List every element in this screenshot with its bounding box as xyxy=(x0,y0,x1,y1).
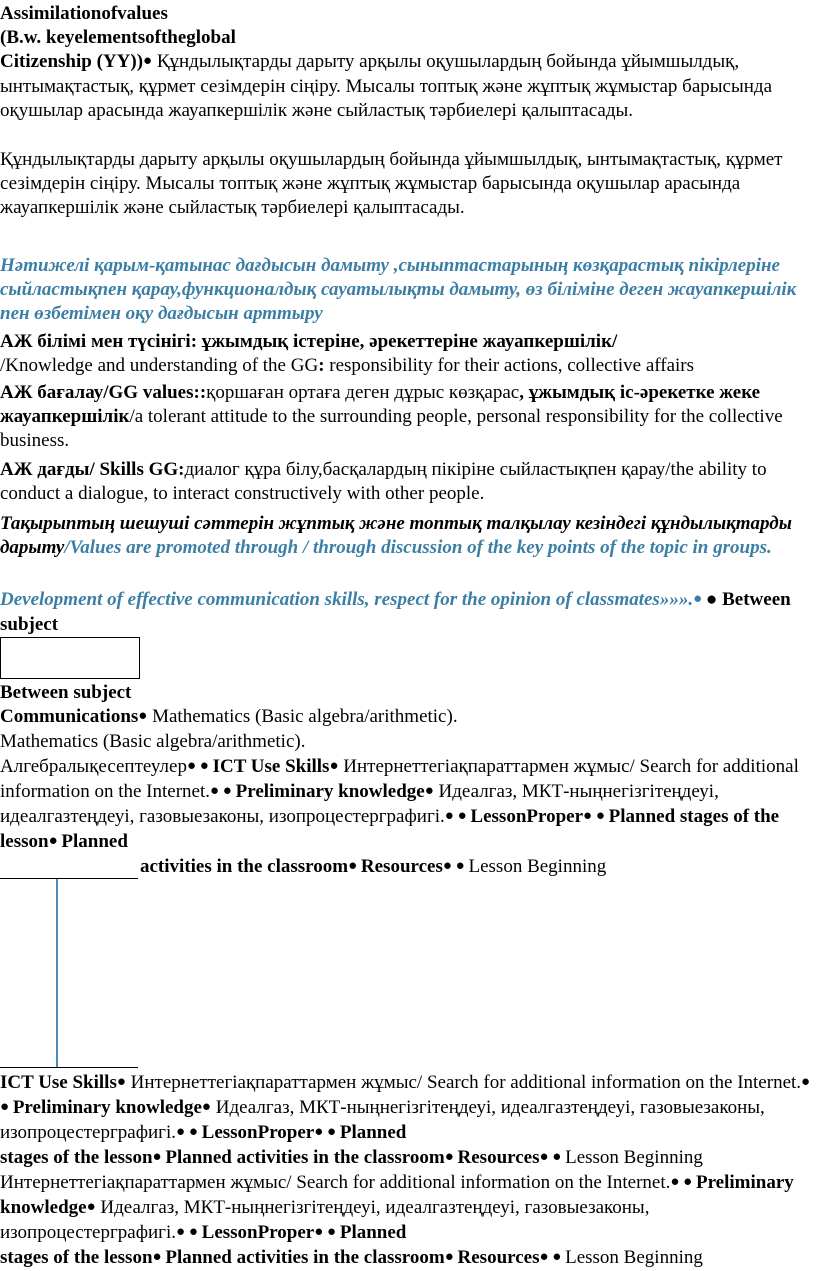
planned-label: Planned xyxy=(339,1222,407,1243)
development-en: Development of effective communication skills, respect for the opinion of classmates»»». xyxy=(0,589,694,610)
skills-desc: диалог құра білу,басқалардың пікіріне сыйластықпен қарау/the ability to conduct a dialogue, to interact constructively with other people. xyxy=(0,459,767,504)
header-block xyxy=(0,2,812,123)
planned-stages-label: stages of the lesson xyxy=(0,1147,153,1168)
prelim-label: Preliminary knowledge xyxy=(0,1172,794,1218)
bullet-icon: ● ● xyxy=(442,858,469,874)
communications-text: Mathematics (Basic algebra/arithmetic). xyxy=(147,706,458,727)
bullet-icon: ● xyxy=(152,1149,166,1165)
header-line-3 xyxy=(0,50,812,123)
bullet-icon: ● ● xyxy=(186,758,213,774)
header-line-2: (B.w. keyelementsoftheglobal xyxy=(0,27,236,48)
communications-label: Communications xyxy=(0,706,139,727)
tail-text xyxy=(0,1171,812,1271)
bullet-icon: ● xyxy=(116,1074,126,1090)
communications-line xyxy=(0,705,812,730)
bullet-icon: ● xyxy=(152,1249,166,1265)
planned-activities-label: Planned activities in the classroom xyxy=(165,1247,445,1268)
discussion-text xyxy=(0,512,812,560)
bullet-icon: ● ● xyxy=(210,783,236,799)
prelim-desc: Идеалгаз, МКТ-ныңнегізгітеңдеуі, идеалгазтеңдеуі, газовыезаконы, изопроцестерграфигі. xyxy=(0,1097,765,1143)
knowledge-en: /Knowledge and understanding of the GG xyxy=(0,355,319,376)
ict-desc: Интернеттегіақпараттармен жұмыс/ Search for additional information on the Internet. xyxy=(125,1072,802,1093)
values-paragraph-repeat xyxy=(0,148,812,220)
resources-label: Resources xyxy=(457,1247,540,1268)
skills-text xyxy=(0,458,812,506)
skills-block xyxy=(0,458,812,506)
discussion-block xyxy=(0,512,812,560)
resources-label: Resources xyxy=(360,856,443,877)
prelim-desc: Идеалгаз, МКТ-ныңнегізгітеңдеуі, идеалгазтеңдеуі, газовыезаконы, изопроцестерграфигі. xyxy=(0,1197,650,1243)
development-text xyxy=(0,588,812,637)
discussion-kz: Тақырыптың шешуші сәттерін жұптық және топтық талқылау кезіндегі құндылықтарды дарыту xyxy=(0,513,792,558)
bullet-icon: ● xyxy=(201,1099,211,1115)
bullet-icon: ● xyxy=(693,591,706,607)
knowledge-en-rest: responsibility for their actions, collective affairs xyxy=(324,355,695,376)
bullet-icon: ● ● xyxy=(314,1224,340,1240)
bullet-icon: ● ● xyxy=(314,1124,340,1140)
citizenship-label: Citizenship (YY)) xyxy=(0,51,144,72)
lesson-label: LessonProper xyxy=(201,1222,315,1243)
lesson-label: LessonProper xyxy=(201,1122,315,1143)
bullet-icon: ● ● xyxy=(176,1124,202,1140)
bullet-icon: ● xyxy=(424,783,434,799)
discussion-en: /Values are promoted through / through discussion of the key points of the topic in groups. xyxy=(64,537,772,558)
knowledge-text xyxy=(0,330,812,378)
result-text: Нәтижелі қарым-қатынас дағдысын дамыту ,сыныптастарының көзқарастық пікірлеріне сыйластықпен қарау,функционалдық сауатылықты дамыту, өз біліміне деген жауапкершілік пен өзбетімен оқу дағдысын арттыру xyxy=(0,255,797,324)
bullet-icon: ● xyxy=(329,758,339,774)
knowledge-colon: : xyxy=(318,355,325,376)
ict-label: ICT Use Skills xyxy=(212,756,330,777)
skills-label: АЖ дағды/ Skills GG: xyxy=(0,459,185,480)
knowledge-label: АЖ білімі мен түсінігі: ұжымдық істеріне, әрекеттеріне жауапкершілік/ xyxy=(0,331,618,352)
assessment-kz-bold: , ұжымдық іс-әрекетке жеке жауапкершілік xyxy=(0,382,761,427)
algebra-text xyxy=(0,755,812,855)
table-rule-top xyxy=(0,878,138,879)
result-block xyxy=(0,254,812,326)
planned-activities-label: Planned activities in the classroom xyxy=(165,1147,445,1168)
prelim-label: Preliminary knowledge xyxy=(12,1097,202,1118)
algebra-block xyxy=(0,755,812,880)
ict-desc: Интернеттегіақпараттармен жұмыс/ Search for additional information on the Internet. xyxy=(0,1172,671,1193)
empty-table-cell xyxy=(0,637,140,679)
bullet-icon: ● ● xyxy=(176,1224,202,1240)
bullet-icon: ● ● xyxy=(670,1174,696,1190)
knowledge-block xyxy=(0,330,812,378)
lesson-beginning-label: Lesson Beginning xyxy=(565,1247,703,1268)
bullet-icon: ● xyxy=(444,1149,458,1165)
bullet-icon: ● xyxy=(143,53,153,69)
bullet-icon: ● xyxy=(86,1199,96,1215)
ict-text xyxy=(0,1071,812,1171)
bullet-icon: ● ● xyxy=(444,808,471,824)
lesson-beginning-label: Lesson Beginning xyxy=(468,856,607,877)
planned-stages-label: Planned stages of the lesson xyxy=(0,806,780,852)
planned-label: Planned xyxy=(339,1122,407,1143)
assessment-kz: қоршаған ортаға деген дұрыс көзқарас xyxy=(206,382,520,403)
between-subject-heading: Between subject xyxy=(0,682,132,703)
ict-desc: Интернеттегіақпараттармен жұмыс/ Search for additional information on the Internet. xyxy=(0,756,799,802)
planned-activities-label: activities in the classroom xyxy=(140,856,349,877)
between-subject-block xyxy=(0,681,812,754)
assessment-en: /a tolerant attitude to the surrounding people, personal responsibility for the collective business. xyxy=(0,406,783,451)
values-paragraph-text: Құндылықтарды дарыту арқылы оқушылардың бойында ұйымшылдық, ынтымақтастық, құрмет сезімдерін сіңіру. Мысалы топтық және жұптық жұмыстар барысында оқушылар арасында жауапкершілік және сыйластық тәрбиелері қалыптасады. xyxy=(0,149,783,218)
development-block xyxy=(0,588,812,637)
algebra-label: Алгебралықесептеулер xyxy=(0,756,187,777)
bullet-icon: ● ● xyxy=(0,1074,811,1115)
planned-label: Planned xyxy=(61,831,128,852)
values-paragraph: Құндылықтарды дарыту арқылы оқушылардың бойында ұйымшылдық, ынтымақтастық, құрмет сезімдерін сіңіру. Мысалы топтық және жұптық жұмыстар барысында оқушылар арасында жауапкершілік және сыйластық тәрбиелері қалыптасады. xyxy=(0,51,773,121)
bullet-icon: ● xyxy=(348,858,361,874)
between-subject-inline: ● Between subject xyxy=(0,589,791,635)
bullet-icon: ● xyxy=(138,708,148,724)
math-line: Mathematics (Basic algebra/arithmetic). xyxy=(0,731,306,752)
bullet-icon: ● xyxy=(48,833,62,849)
assessment-label: АЖ бағалау/GG values:: xyxy=(0,382,207,403)
bullet-icon: ● ● xyxy=(539,1149,566,1165)
assessment-text xyxy=(0,381,812,453)
bullet-icon: ● ● xyxy=(583,808,609,824)
table-rule-bottom xyxy=(0,1067,138,1068)
planned-stages-label: stages of the lesson xyxy=(0,1247,153,1268)
algebra-text-cont xyxy=(0,855,812,880)
resources-label: Resources xyxy=(457,1147,540,1168)
lesson-beginning-label: Lesson Beginning xyxy=(565,1147,703,1168)
ict-label: ICT Use Skills xyxy=(0,1072,117,1093)
lesson-label: LessonProper xyxy=(470,806,584,827)
assessment-block xyxy=(0,381,812,453)
bullet-icon: ● ● xyxy=(539,1249,566,1265)
table-divider xyxy=(56,879,58,1067)
bullet-icon: ● xyxy=(444,1249,458,1265)
prelim-desc: Идеалгаз, МКТ-ныңнегізгітеңдеуі, идеалгазтеңдеуі, газовыезаконы, изопроцестерграфигі. xyxy=(0,781,719,827)
prelim-label: Preliminary knowledge xyxy=(235,781,425,802)
ict-block xyxy=(0,1071,812,1171)
header-line-1: Assimilationofvalues xyxy=(0,3,168,24)
tail-block xyxy=(0,1171,812,1271)
